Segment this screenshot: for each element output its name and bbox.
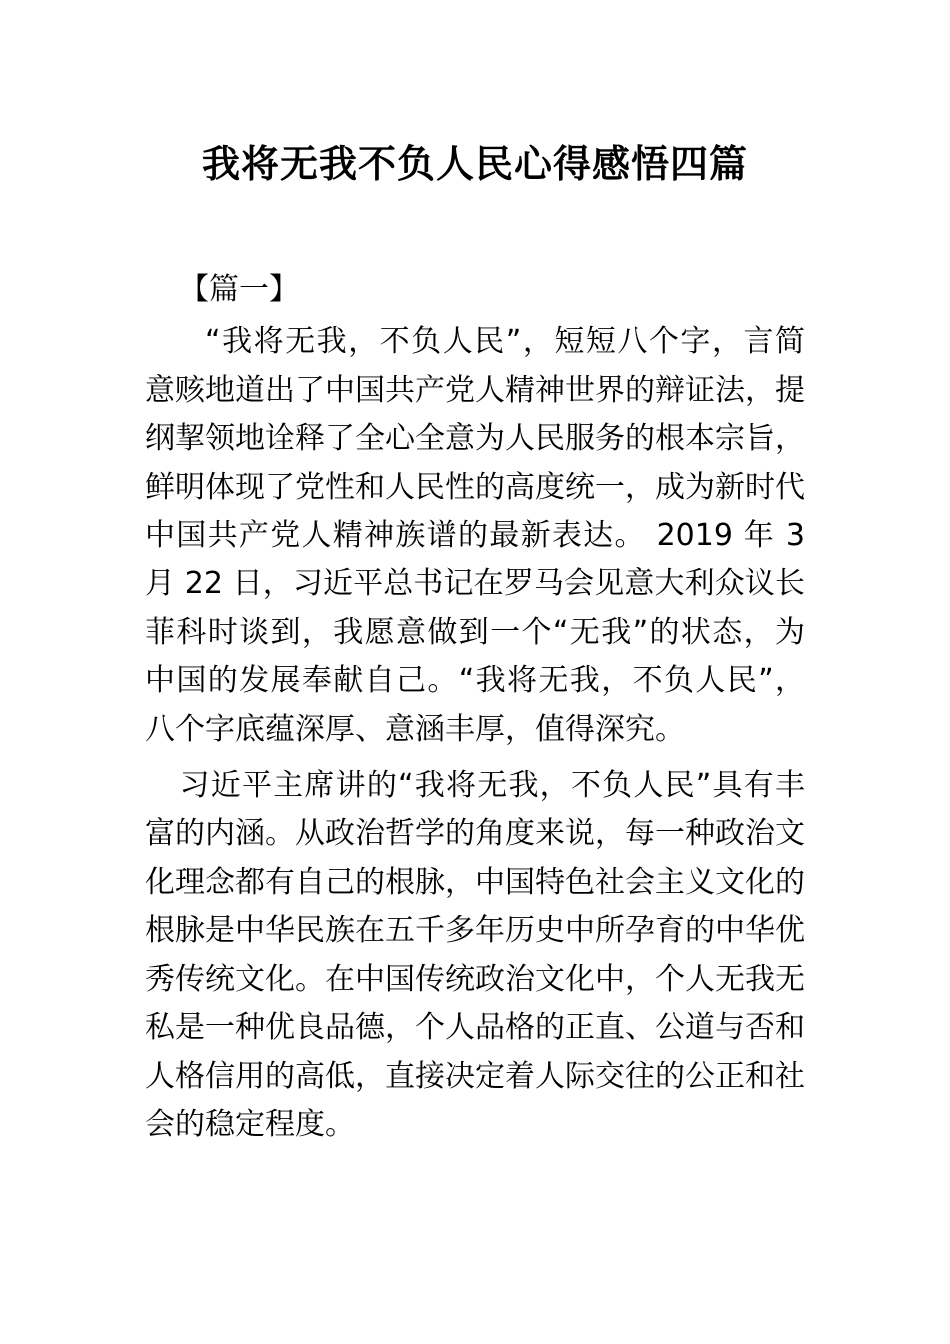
document-title: 我将无我不负人民心得感悟四篇 [201, 142, 748, 186]
paragraph: “我将无我，不负人民”，短短八个字，言简意赅地道出了中国共产党人精神世界的辩证法，提纲挈领地诠释了全心全意为人民服务的根本宗旨，鲜明体现了党性和人民性的高度统一，成为新时代中国共产党人精神族谱的最新表达。 2019 年 3 月 22 日，习近平总书记在罗马会见意大利众议长菲科时谈到，我愿意做到一个“无我”的状态，为中国的发展奉献自己。“我将无我，不负人民”，八个字底蕴深厚、意涵丰厚，值得深究。 [145, 324, 805, 747]
section-heading: 【篇一】 [179, 272, 299, 307]
document-body [145, 266, 805, 1157]
paragraph: 习近平主席讲的“我将无我，不负人民”具有丰富的内涵。从政治哲学的角度来说，每一种政治文化理念都有自己的根脉，中国特色社会主义文化的根脉是中华民族在五千多年历史中所孕育的中华优秀传统文化。在中国传统政治文化中，个人无我无私是一种优良品德，个人品格的正直、公道与否和人格信用的高低，直接决定着人际交往的公正和社会的稳定程度。 [145, 768, 805, 1142]
